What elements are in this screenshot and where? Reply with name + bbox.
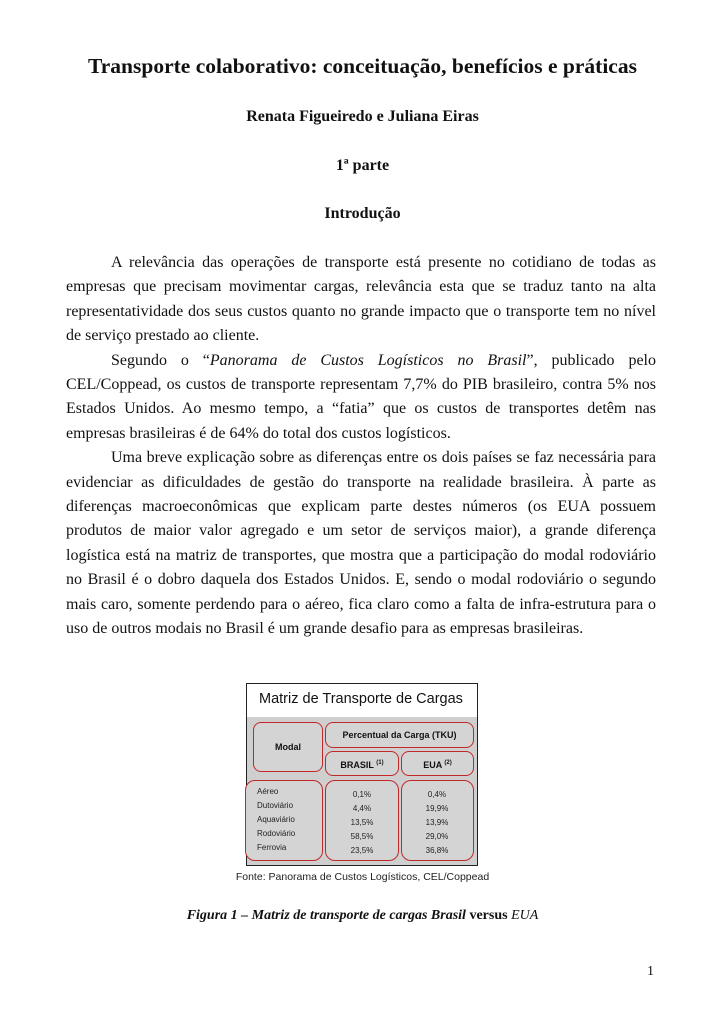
value-brasil-aquaviario: 13,5% bbox=[350, 818, 374, 827]
modal-header-box bbox=[253, 722, 323, 772]
transport-matrix-figure bbox=[246, 683, 478, 866]
cited-publication: Panorama de Custos Logísticos no Brasil bbox=[209, 351, 527, 369]
value-eua-aquaviario: 13,9% bbox=[425, 818, 449, 827]
part-label: 1ª parte bbox=[335, 157, 390, 174]
figure-title: Matriz de Transporte de Cargas bbox=[259, 691, 463, 707]
value-eua-aereo: 0,4% bbox=[427, 790, 447, 799]
eua-header: EUA bbox=[423, 760, 442, 770]
value-eua-rodoviario: 29,0% bbox=[425, 832, 449, 841]
percent-header-box bbox=[325, 722, 474, 748]
document-title: Transporte colaborativo: conceituação, benefícios e práticas bbox=[88, 54, 637, 78]
eua-header-box bbox=[401, 751, 474, 776]
brasil-header: BRASIL bbox=[340, 760, 374, 770]
figure-source: Fonte: Panorama de Custos Logísticos, CEL/Coppead bbox=[235, 871, 490, 883]
authors: Renata Figueiredo e Juliana Eiras bbox=[246, 108, 479, 125]
brasil-note: (1) bbox=[376, 760, 384, 766]
value-brasil-rodoviario: 58,5% bbox=[350, 832, 374, 841]
row-label-aereo: Aéreo bbox=[257, 787, 279, 796]
row-label-aquaviario: Aquaviário bbox=[257, 815, 295, 824]
value-brasil-aereo: 0,1% bbox=[352, 790, 372, 799]
row-label-dutoviario: Dutoviário bbox=[257, 801, 294, 810]
value-eua-dutoviario: 19,9% bbox=[425, 804, 449, 813]
value-brasil-dutoviario: 4,4% bbox=[352, 804, 372, 813]
paragraph-2: Segundo o “Panorama de Custos Logísticos no Brasil”, publicado pelo CEL/Coppead, os custos de transporte representam 7,7% do PIB brasileiro, contra 5% nos Estados Unidos. Ao mesmo tempo, a “fatia” que os custos de transportes detêm nas empresas brasileiras é de 64% do total dos custos logísticos. bbox=[66, 351, 656, 442]
figure-panel bbox=[247, 717, 477, 865]
paragraph-3: Uma breve explicação sobre as diferenças entre os dois países se faz necessária para evidenciar as dificuldades de gestão do transporte na realidade brasileira. À parte as diferenças macroeconômicas que explicam parte destes números (os EUA possuem produtos de maior valor agregado e um setor de serviços maior), a grande diferença logística está na matriz de transportes, que mostra que a participação do modal rodoviário no Brasil é o dobro daquela dos Estados Unidos. E, sendo o modal rodoviário o segundo mais caro, somente perdendo para o aéreo, fica claro como a falta de infra-estrutura para o uso de outros modais no Brasil é um grande desafio para as empresas brasileiras. bbox=[66, 449, 656, 638]
figure-caption: Figura 1 – Matriz de transporte de cargas Brasil versus EUA bbox=[186, 908, 539, 923]
row-label-ferrovia: Ferrovia bbox=[257, 843, 287, 852]
row-label-rodoviario: Rodoviário bbox=[257, 829, 296, 838]
value-eua-ferrovia: 36,8% bbox=[425, 846, 449, 855]
page-number: 1 bbox=[647, 964, 654, 979]
modal-header: Modal bbox=[275, 742, 301, 752]
paragraph-1: A relevância das operações de transporte está presente no cotidiano de todas as empresas que precisam movimentar cargas, relevância esta que se traduz tanto na alta representatividade dos seus custos quanto no grande impacto que o transporte tem no nível de serviço prestado ao cliente. bbox=[66, 254, 656, 345]
value-brasil-ferrovia: 23,5% bbox=[350, 846, 374, 855]
section-heading: Introdução bbox=[324, 205, 401, 222]
percent-header: Percentual da Carga (TKU) bbox=[342, 730, 457, 740]
brasil-header-box bbox=[325, 751, 399, 776]
eua-note: (2) bbox=[444, 760, 452, 766]
body-text bbox=[66, 251, 656, 642]
